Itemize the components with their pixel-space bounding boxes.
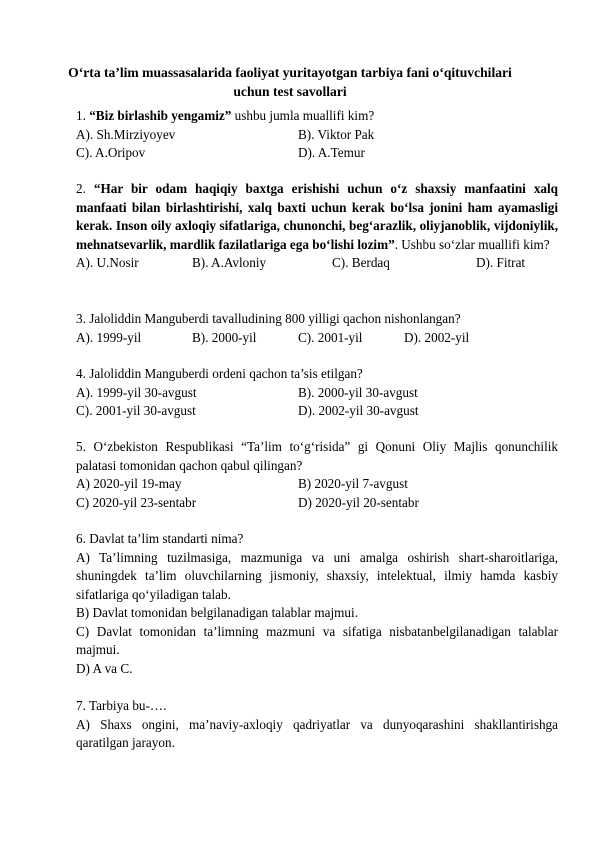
question-2-options-row [76,254,558,273]
question-3 [76,310,558,347]
question-4 [76,365,558,421]
question-7-text: 7. Tarbiya bu-…. [76,698,167,713]
title-line-1: O‘rta ta’lim muassasalarida faoliyat yuritayotgan tarbiya fani o‘qituvchilari [68,65,512,80]
option-a: A). 1999-yil 30-avgust [76,384,197,400]
question-6-text: 6. Davlat ta’lim standarti nima? [76,531,244,546]
option-c: C). 2001-yil 30-avgust [76,403,196,418]
option-c: C). Berdaq [332,255,390,270]
question-5-text: 5. O‘zbekiston Respublikasi “Ta’lim to‘g‘risida” gi Qonuni Oliy Majlis qonunchilik palatasi tomonidan qachon qabul qilingan? [76,439,558,473]
option-b: B). A.Avloniy [192,255,267,270]
option-a: A) Ta’limning tuzilmasiga, mazmuniga va uni amalga oshirish shart-sharoitlariga, shuningdek ta’lim oluvchilarning jismoniy, shaxsiy, intelektual, ilmiy hamda kasbiy sifatlariga qo‘yiladigan talab. [76,549,558,602]
question-1-options-row-2 [76,144,558,163]
option-b: B). 2000-yil 30-avgust [298,384,418,400]
option-d: D). Fitrat [476,255,526,270]
option-a: A). U.Nosir [76,255,139,270]
option-d: D). 2002-yil [404,329,470,345]
option-a: A). 1999-yil [76,329,142,345]
question-2 [76,180,558,273]
question-1-options-row-1 [76,126,558,145]
option-a: A) Shaxs ongini, ma’naviy-axloqiy qadriyatlar va dunyoqarashini shakllantirishga qaratilgan jarayon. [76,716,558,750]
question-1-quote: “Biz birlashib yengamiz” [89,108,232,123]
option-a: A) 2020-yil 19-may [76,476,182,491]
option-d: D). 2002-yil 30-avgust [298,403,419,418]
question-4-options-row-1 [76,384,558,403]
question-1-number: 1. [76,108,86,123]
question-1 [76,107,558,163]
option-c: C) 2020-yil 23-sentabr [76,494,197,510]
option-d: D). A.Temur [298,145,365,160]
option-c: C). 2001-yil [298,329,363,345]
option-b: B). 2000-yil [192,329,257,345]
question-3-options-row [76,329,558,348]
question-4-text: 4. Jaloliddin Manguberdi ordeni qachon ta’sis etilgan? [76,366,363,381]
question-1-text [76,107,558,126]
question-5-options-row-2 [76,494,558,513]
question-4-options-row-2 [76,402,558,421]
option-b: B). Viktor Pak [298,126,375,142]
title-line-2: uchun test savollari [233,84,347,99]
question-2-prompt: . Ushbu so‘zlar muallifi kim? [394,236,550,252]
option-d: D) A va C. [76,660,133,676]
question-5-options-row-1 [76,475,558,494]
question-2-quote: “Har bir odam haqiqiy baxtga erishishi uchun o‘z shaxsiy manfaatini xalq manfaati bilan birlashtirishi, xalq baxti uchun kerak bo‘lsa jonini ham ayamasligi kerak. Inson oily axloqiy sifatlariga, chunonchi, beg‘arazlik, oliyjanoblik, vijdoniylik, mehnatsevarlik, mardlik fazilatlariga ega bo‘lishi lozim” [76,181,559,252]
document-title [40,63,540,101]
option-b: B) Davlat tomonidan belgilanadigan talablar majmui. [76,605,358,620]
option-c: C) Davlat tomonidan ta’limning mazmuni va sifatiga nisbatanbelgilanadigan talablar majmui. [76,623,558,657]
question-3-text: 3. Jaloliddin Manguberdi tavalludining 800 yilligi qachon nishonlangan? [76,311,461,326]
option-b: B) 2020-yil 7-avgust [298,476,408,491]
question-2-text [76,180,558,254]
option-d: D) 2020-yil 20-sentabr [298,494,419,510]
question-1-prompt: ushbu jumla muallifi kim? [231,108,375,123]
option-a: A). Sh.Mirziyoyev [76,126,176,142]
question-5 [76,438,558,512]
option-c: C). A.Oripov [76,145,146,160]
question-2-number: 2. [76,181,86,196]
question-7 [76,697,558,753]
question-6 [76,530,558,678]
